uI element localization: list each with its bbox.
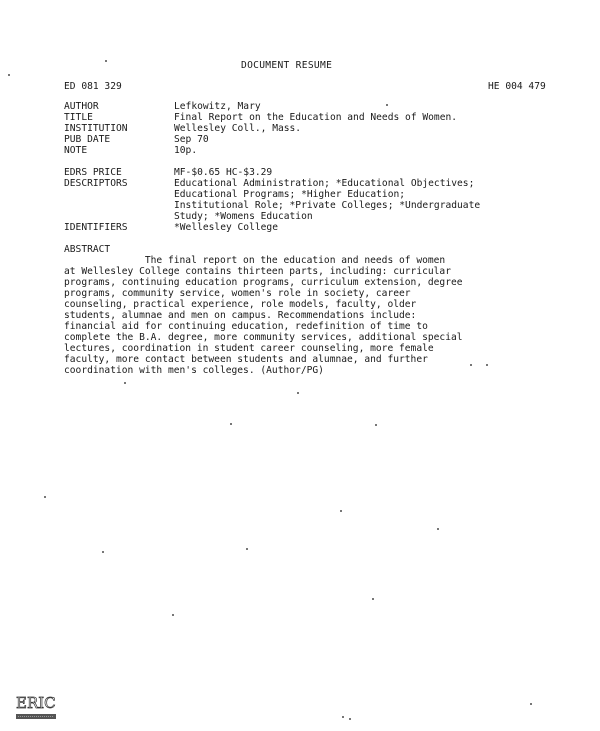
- scan-speck: [342, 716, 344, 718]
- scan-speck: [102, 551, 104, 553]
- scan-speck: [340, 510, 342, 512]
- field-row: [64, 211, 480, 222]
- abstract-line: complete the B.A. degree, more community services, additional special: [64, 332, 463, 343]
- field-label: PUB DATE: [64, 134, 111, 145]
- field-value: Lefkowitz, Mary: [174, 101, 261, 112]
- field-row: [64, 178, 480, 189]
- eric-logo: [14, 690, 58, 722]
- field-label: INSTITUTION: [64, 123, 128, 134]
- he-number: HE 004 479: [488, 81, 546, 92]
- scan-speck: [530, 703, 532, 705]
- scan-speck: [386, 104, 388, 106]
- ed-number: ED 081 329: [64, 81, 122, 92]
- abstract-line: financial aid for continuing education, redefinition of time to: [64, 321, 428, 332]
- field-label: IDENTIFIERS: [64, 222, 128, 233]
- field-label: DESCRIPTORS: [64, 178, 128, 189]
- scan-speck: [349, 718, 351, 720]
- abstract-line: at Wellesley College contains thirteen parts, including: curricular: [64, 266, 451, 277]
- scan-speck: [297, 392, 299, 394]
- field-label: EDRS PRICE: [64, 167, 122, 178]
- field-value: Institutional Role; *Private Colleges; *Undergraduate: [174, 200, 481, 211]
- scan-speck: [246, 548, 248, 550]
- abstract-line: students, alumnae and men on campus. Recommendations include:: [64, 310, 417, 321]
- secondary-fields: [64, 167, 480, 222]
- field-label: AUTHOR: [64, 101, 99, 112]
- field-value: MF-$0.65 HC-$3.29: [174, 167, 273, 178]
- field-row: [64, 189, 480, 200]
- abstract-line: faculty, more contact between students and alumnae, and further: [64, 354, 428, 365]
- field-value: Educational Programs; *Higher Education;: [174, 189, 406, 200]
- field-value: Study; *Womens Education: [174, 211, 313, 222]
- abstract-line: lectures, coordination in student career counseling, more female: [64, 343, 434, 354]
- scan-speck: [44, 496, 46, 498]
- field-value: Wellesley Coll., Mass.: [174, 123, 302, 134]
- field-row: [64, 112, 457, 123]
- scan-speck: [8, 74, 10, 76]
- field-label: TITLE: [64, 112, 93, 123]
- identifier-fields: [64, 222, 278, 233]
- svg-text:ERIC: ERIC: [16, 694, 56, 712]
- scan-speck: [172, 614, 174, 616]
- scan-speck: [437, 528, 439, 530]
- abstract-line: counseling, practical experience, role models, faculty, older: [64, 299, 417, 310]
- field-value: 10p.: [174, 145, 198, 156]
- scan-speck: [486, 364, 488, 366]
- abstract-body: [64, 255, 544, 376]
- scan-speck: [470, 364, 472, 366]
- field-label: [64, 189, 174, 200]
- field-value: Sep 70: [174, 134, 209, 145]
- field-row: [64, 101, 457, 112]
- scan-speck: [375, 424, 377, 426]
- field-row: [64, 222, 278, 233]
- scan-speck: [372, 598, 374, 600]
- field-label: [64, 200, 174, 211]
- field-row: [64, 134, 457, 145]
- field-row: [64, 123, 457, 134]
- field-value: Final Report on the Education and Needs of Women.: [174, 112, 458, 123]
- scan-speck: [124, 382, 126, 384]
- abstract-line: The final report on the education and needs of women: [64, 255, 446, 266]
- field-value: Educational Administration; *Educational Objectives;: [174, 178, 475, 189]
- abstract-line: programs, community service, women's role in society, career: [64, 288, 411, 299]
- field-row: [64, 167, 480, 178]
- abstract-line: coordination with men's colleges. (Author/PG): [64, 365, 324, 376]
- field-row: [64, 145, 457, 156]
- scan-speck: [230, 423, 232, 425]
- field-row: [64, 200, 480, 211]
- field-label: NOTE: [64, 145, 88, 156]
- field-value: *Wellesley College: [174, 222, 278, 233]
- abstract-line: programs, continuing education programs, curriculum extension, degree: [64, 277, 463, 288]
- field-label: [64, 211, 174, 222]
- abstract-label: ABSTRACT: [64, 244, 111, 255]
- document-title: DOCUMENT RESUME: [241, 60, 333, 71]
- scan-speck: [105, 60, 107, 62]
- primary-fields: [64, 101, 457, 156]
